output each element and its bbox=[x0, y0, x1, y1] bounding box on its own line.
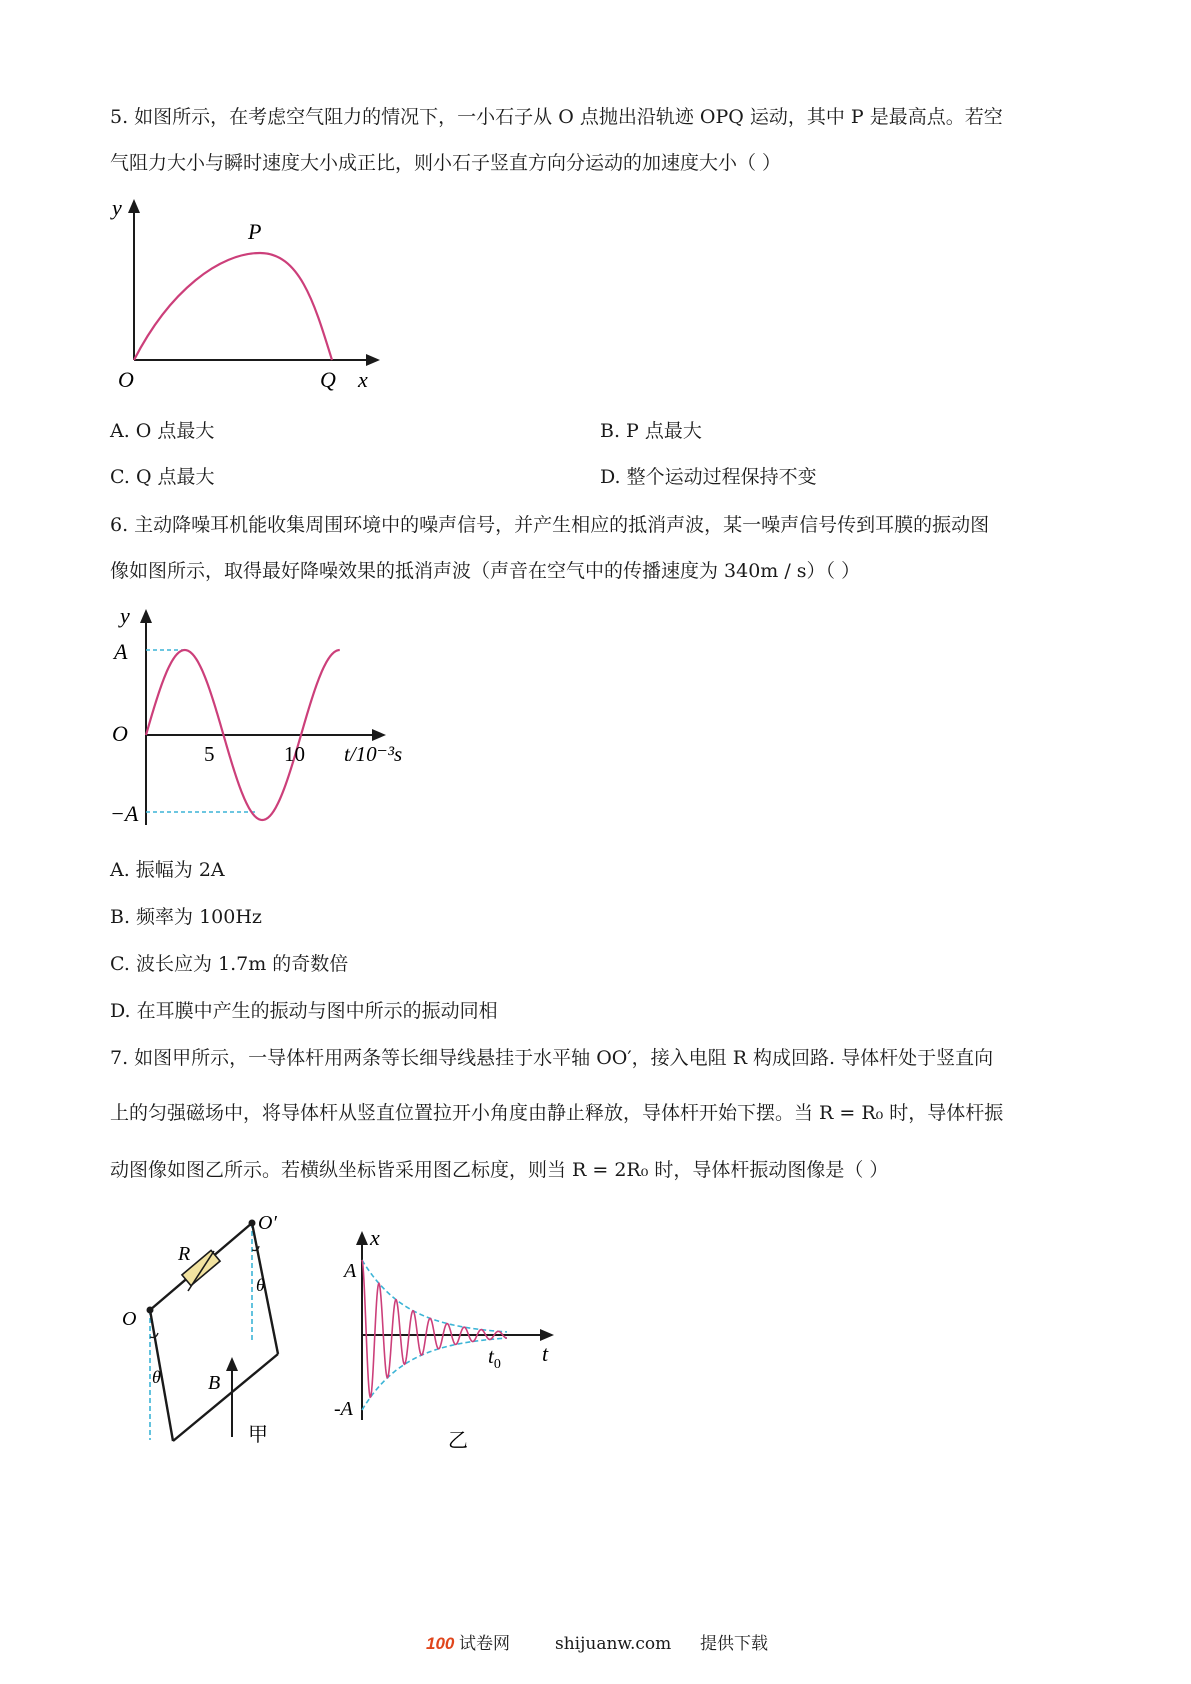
q7-figure-jia bbox=[118, 1212, 308, 1455]
q7-stem-line1: 7. 如图甲所示，一导体杆用两条等长细导线悬挂于水平轴 OO′，接入电阻 R 构成回路. 导体杆处于竖直向 bbox=[110, 1047, 994, 1069]
q6-y-arrow-icon bbox=[140, 609, 152, 623]
q7-yi-upper-envelope bbox=[362, 1260, 507, 1332]
q6-t-label: t/10⁻³s bbox=[344, 742, 403, 766]
q6-option-d[interactable]: D. 在耳膜中产生的振动与图中所示的振动同相 bbox=[110, 1000, 498, 1022]
q5-point-o: O bbox=[118, 367, 134, 392]
q6-vibration-figure bbox=[110, 605, 430, 830]
q7-yi-neg-a-label: -A bbox=[334, 1398, 353, 1420]
q6-tick-10: 10 bbox=[284, 742, 305, 766]
q7-yi-x-label: x bbox=[370, 1225, 380, 1250]
q5-y-label: y bbox=[112, 195, 122, 220]
q5-trajectory-figure bbox=[110, 195, 390, 395]
q5-point-q: Q bbox=[320, 367, 336, 392]
footer-site-url[interactable]: shijuanw.com bbox=[555, 1634, 672, 1654]
q6-tick-5: 5 bbox=[204, 742, 215, 766]
q7-caption-yi: 乙 bbox=[448, 1430, 468, 1452]
q7-yi-a-label: A bbox=[344, 1260, 357, 1282]
q6-stem-line1: 6. 主动降噪耳机能收集周围环境中的噪声信号，并产生相应的抵消声波，某一噪声信号传到耳膜的振动图 bbox=[110, 514, 990, 536]
q5-trajectory-curve bbox=[134, 253, 332, 360]
footer-download-text: 提供下载 bbox=[700, 1634, 768, 1654]
footer-logo: 100 bbox=[426, 1634, 455, 1653]
q6-origin-label: O bbox=[112, 721, 128, 746]
q6-y-label: y bbox=[120, 603, 130, 628]
q5-x-label: x bbox=[358, 367, 368, 392]
q7-point-o-prime bbox=[249, 1220, 256, 1227]
q7-label-b: B bbox=[208, 1372, 221, 1394]
q7-label-o: O bbox=[122, 1308, 137, 1330]
q7-caption-jia: 甲 bbox=[248, 1424, 268, 1446]
q7-yi-t-label: t bbox=[542, 1341, 549, 1366]
q7-label-theta-left: θ bbox=[152, 1367, 161, 1387]
q7-yi-x-arrow-icon bbox=[356, 1231, 368, 1245]
q5-y-arrow-icon bbox=[128, 199, 140, 213]
q5-option-a[interactable]: A. O 点最大 bbox=[110, 420, 215, 442]
q5-option-b[interactable]: B. P 点最大 bbox=[600, 420, 702, 442]
q7-yi-damped-curve bbox=[362, 1260, 507, 1397]
q7-label-o-prime: O′ bbox=[258, 1212, 277, 1234]
q7-stem-line3: 动图像如图乙所示。若横纵坐标皆采用图乙标度，则当 R = 2R₀ 时，导体杆振动图像是（ ） bbox=[110, 1159, 889, 1181]
q6-option-b[interactable]: B. 频率为 100Hz bbox=[110, 906, 262, 928]
q6-option-c[interactable]: C. 波长应为 1.7m 的奇数倍 bbox=[110, 953, 349, 975]
footer-site-name: 试卷网 bbox=[459, 1634, 510, 1654]
q5-stem-line2: 气阻力大小与瞬时速度大小成正比，则小石子竖直方向分运动的加速度大小（ ） bbox=[110, 152, 782, 174]
q5-point-p: P bbox=[248, 219, 262, 244]
q7-label-r: R bbox=[178, 1243, 191, 1265]
q7-yi-t0-label: $t_0$ bbox=[488, 1344, 501, 1372]
q7-yi-t-arrow-icon bbox=[540, 1329, 554, 1341]
q6-t-arrow-icon bbox=[372, 729, 386, 741]
q6-stem-line2: 像如图所示，取得最好降噪效果的抵消声波（声音在空气中的传播速度为 340m / s）（ ） bbox=[110, 560, 861, 582]
q7-figure-yi bbox=[328, 1225, 568, 1450]
q5-option-c[interactable]: C. Q 点最大 bbox=[110, 466, 215, 488]
q7-field-arrow-icon bbox=[226, 1357, 238, 1371]
q7-label-theta-right: θ bbox=[256, 1275, 265, 1295]
q5-x-arrow-icon bbox=[366, 354, 380, 366]
q6-option-a[interactable]: A. 振幅为 2A bbox=[110, 859, 225, 881]
q5-stem-line1: 5. 如图所示，在考虑空气阻力的情况下，一小石子从 O 点抛出沿轨迹 OPQ 运动，其中 P 是最高点。若空 bbox=[110, 106, 1003, 128]
q6-neg-a-label: −A bbox=[110, 801, 139, 826]
q6-a-label: A bbox=[114, 639, 128, 664]
q5-option-d[interactable]: D. 整个运动过程保持不变 bbox=[600, 466, 817, 488]
q7-point-o bbox=[147, 1307, 154, 1314]
q7-stem-line2: 上的匀强磁场中，将导体杆从竖直位置拉开小角度由静止释放，导体杆开始下摆。当 R = R₀ 时，导体杆振 bbox=[110, 1102, 1004, 1124]
